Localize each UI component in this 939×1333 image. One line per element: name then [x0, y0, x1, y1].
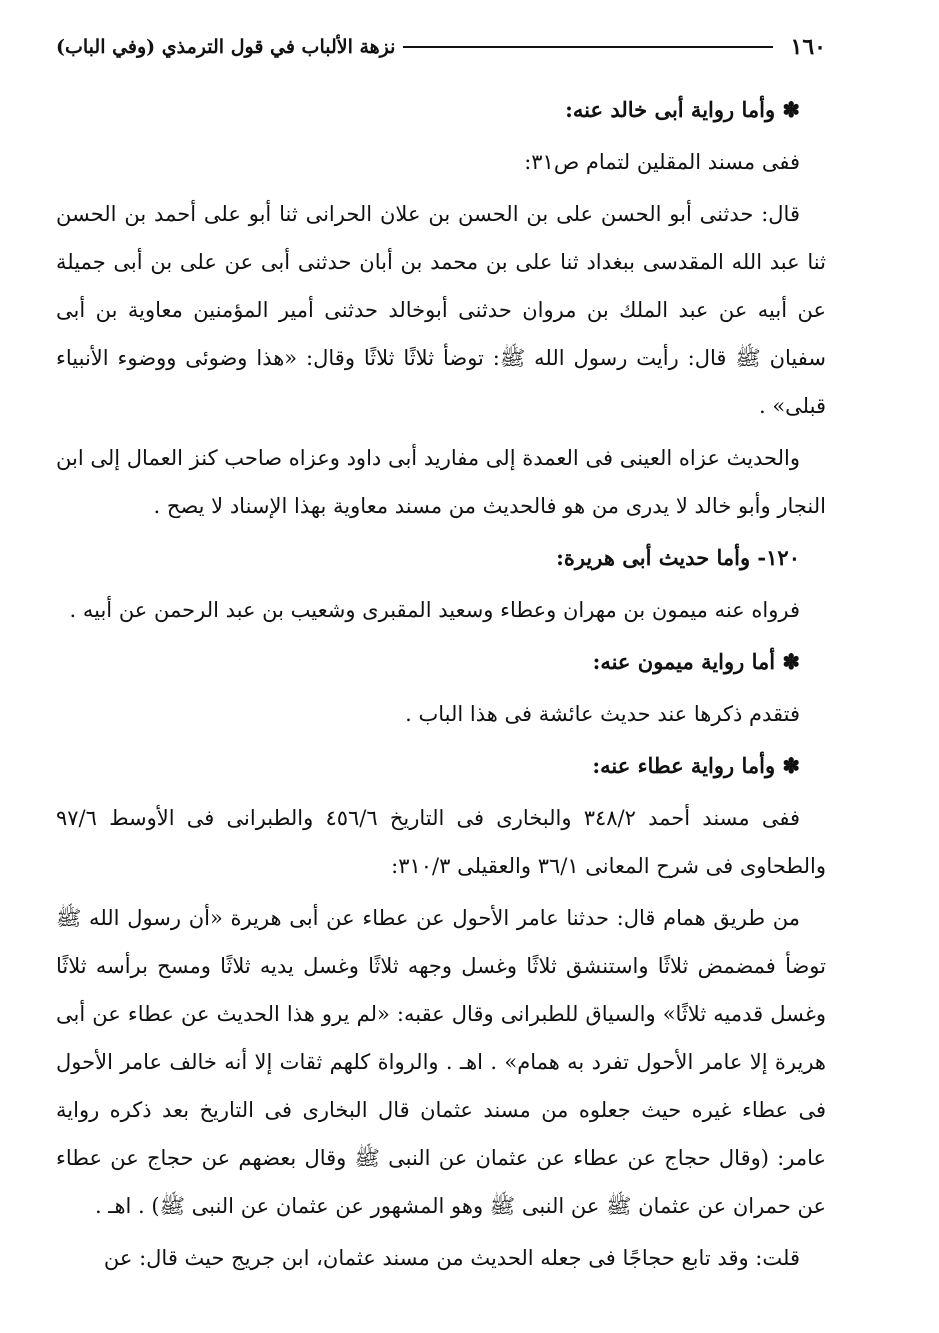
- page-body: [56, 86, 826, 1282]
- section-heading: ✽ أما رواية ميمون عنه:: [592, 649, 800, 674]
- body-paragraph: والحديث عزاه العينى فى العمدة إلى مفاريد أبى داود وعزاه صاحب كنز العمال إلى ابن النجار وأبو خالد لا يدرى من هو فالحديث من مسند معاوية بهذا الإسناد لا يصح .: [56, 446, 826, 518]
- book-page: [56, 30, 826, 1320]
- section-heading: ١٢٠- وأما حديث أبى هريرة:: [556, 545, 800, 570]
- body-paragraph: فرواه عنه ميمون بن مهران وعطاء وسعيد المقبرى وشعيب بن عبد الرحمن عن أبيه .: [69, 598, 800, 622]
- body-paragraph: قال: حدثنى أبو الحسن على بن الحسن بن علان الحرانى ثنا أبو على أحمد بن الحسن ثنا عبد الله المقدسى ببغداد ثنا على بن محمد بن أبان حدثنى أبى عن على بن أبى جميلة عن أبيه عن عبد الملك بن مروان حدثنى أبوخالد حدثنى أمير المؤمنين معاوية بن أبى سفيان ﷺ قال: رأيت رسول الله ﷺ: توضأ ثلاثًا ثلاثًا وقال: «هذا وضوئى ووضوء الأنبياء قبلى» .: [56, 202, 826, 418]
- body-paragraph: فتقدم ذكرها عند حديث عائشة فى هذا الباب .: [405, 702, 800, 726]
- running-title: نزهة الألباب في قول الترمذي (وفي الباب): [56, 36, 396, 58]
- body-paragraph: ففى مسند المقلين لتمام ص٣١:: [524, 150, 800, 174]
- body-paragraph: من طريق همام قال: حدثنا عامر الأحول عن عطاء عن أبى هريرة «أن رسول الله ﷺ توضأ فمضمض ثلاثًا واستنشق ثلاثًا وغسل وجهه ثلاثًا وغسل يديه ثلاثًا ومسح برأسه ثلاثًا وغسل قدميه ثلاثًا» والسياق للطبرانى وقال عقبه: «لم يرو هذا الحديث عن عطاء عن أبى هريرة إلا عامر الأحول تفرد به همام» . اهـ . والرواة كلهم ثقات إلا أنه خالف عامر الأحول فى عطاء غيره حيث جعلوه من مسند عثمان قال البخارى فى التاريخ بعد ذكره رواية عامر: (وقال حجاج عن عطاء عن عثمان عن النبى ﷺ وقال بعضهم عن حجاج عن عطاء عن حمران عن عثمان ﷺ عن النبى ﷺ وهو المشهور عن عثمان عن النبى ﷺ) . اهـ .: [56, 906, 826, 1218]
- page-number: ١٦٠: [790, 34, 826, 60]
- page-header: [56, 30, 826, 64]
- body-paragraph: قلت: وقد تابع حجاجًا فى جعله الحديث من مسند عثمان، ابن جريج حيث قال: عن: [103, 1246, 800, 1270]
- header-rule: [403, 46, 772, 48]
- section-heading: ✽ وأما رواية أبى خالد عنه:: [565, 97, 800, 122]
- section-heading: ✽ وأما رواية عطاء عنه:: [592, 753, 800, 778]
- body-paragraph: ففى مسند أحمد ٣٤٨/٢ والبخارى فى التاريخ ٤٥٦/٦ والطبرانى فى الأوسط ٩٧/٦ والطحاوى فى شرح المعانى ٣٦/١ والعقيلى ٣١٠/٣:: [56, 806, 826, 878]
